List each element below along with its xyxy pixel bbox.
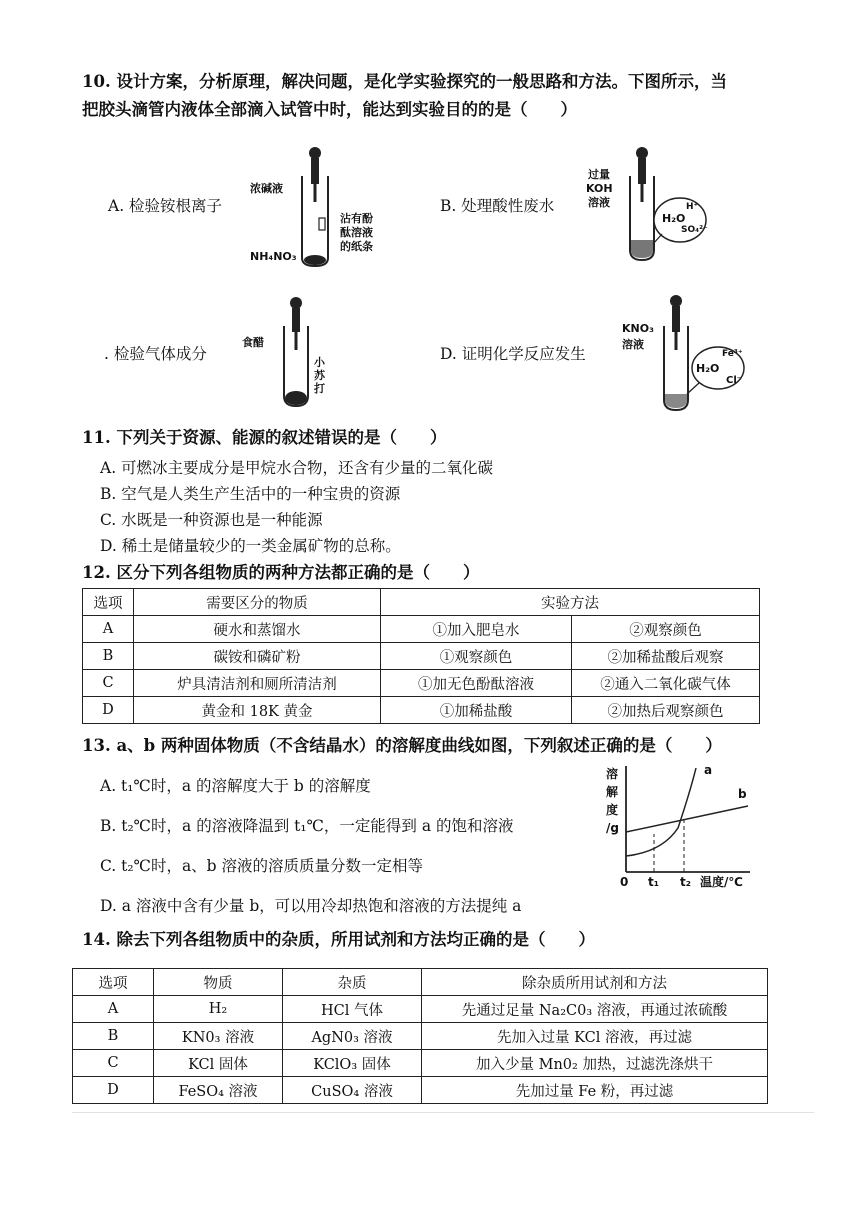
graph-t2: t₂ [680, 875, 691, 889]
label-solution-b: 溶液 [588, 196, 610, 209]
q12-table [82, 588, 760, 724]
q11-option-b: B. 空气是人类生产生活中的一种宝贵的资源 [100, 485, 401, 503]
apparatus-b-test-tube [620, 140, 740, 270]
curve-a [626, 768, 696, 856]
table-header: 物质 [154, 969, 283, 996]
curve-b [626, 806, 748, 832]
table-header-row [83, 589, 760, 616]
table-header: 实验方法 [381, 589, 760, 616]
table-cell: ②加热后观察颜色 [572, 697, 760, 724]
q10-stem-line1: 10. 设计方案，分析原理，解决问题，是化学实验探究的一般思路和方法。下图所示，当 [82, 72, 727, 91]
table-row [73, 1050, 768, 1077]
table-row [83, 643, 760, 670]
bubble-d-h2o: H₂O [696, 362, 720, 375]
q13-stem: 13. a、b 两种固体物质（不含结晶水）的溶解度曲线如图，下列叙述正确的是（ ） [82, 736, 722, 755]
table-row [83, 697, 760, 724]
q10-option-a: A. 检验铵根离子 [108, 197, 223, 215]
apparatus-a-test-tube [290, 140, 340, 270]
table-row [73, 1077, 768, 1104]
q14-table [72, 968, 768, 1104]
table-cell: CuSO₄ 溶液 [283, 1077, 422, 1104]
bubble-d-fe3: Fe³⁺ [722, 349, 743, 359]
graph-label-b: b [738, 787, 747, 801]
table-cell: 硬水和蒸馏水 [134, 616, 381, 643]
table-header: 需要区分的物质 [134, 589, 381, 616]
label-excess: 过量 [588, 168, 610, 181]
table-cell: ①加入肥皂水 [381, 616, 572, 643]
bubble-d-cl: Cl⁻ [726, 375, 743, 386]
graph-ylabel-3: 度 [606, 803, 619, 817]
table-row [83, 616, 760, 643]
table-cell: A [83, 616, 134, 643]
table-cell: 先通过足量 Na₂C0₃ 溶液，再通过浓硫酸 [422, 996, 768, 1023]
table-cell: H₂ [154, 996, 283, 1023]
table-cell: ②观察颜色 [572, 616, 760, 643]
q14-stem: 14. 除去下列各组物质中的杂质，所用试剂和方法均正确的是（ ） [82, 930, 595, 949]
label-kno3: KNO₃ [622, 322, 654, 335]
table-cell: B [83, 643, 134, 670]
q10-option-c: . 检验气体成分 [104, 345, 207, 363]
bubble-b-h2o: H₂O [662, 212, 686, 225]
bubble-b-sulfate: SO₄²⁻ [681, 225, 708, 235]
table-cell: 加入少量 Mn0₂ 加热，过滤洗涤烘干 [422, 1050, 768, 1077]
table-cell: ①加无色酚酞溶液 [381, 670, 572, 697]
table-cell: D [73, 1077, 154, 1104]
apparatus-c-test-tube [276, 292, 316, 412]
table-cell: ①观察颜色 [381, 643, 572, 670]
table-cell: C [73, 1050, 154, 1077]
q11-stem: 11. 下列关于资源、能源的叙述错误的是（ ） [82, 428, 447, 447]
table-cell: ②加稀盐酸后观察 [572, 643, 760, 670]
table-header: 除杂质所用试剂和方法 [422, 969, 768, 996]
label-phenol-2: 酞溶液 [340, 226, 373, 239]
label-conc-alkali: 浓碱液 [250, 182, 283, 195]
table-cell: 先加入过量 KCl 溶液，再过滤 [422, 1023, 768, 1050]
apparatus-d-test-tube [650, 290, 760, 420]
q13-option-c: C. t₂℃时，a、b 溶液的溶质质量分数一定相等 [100, 857, 424, 875]
table-header: 选项 [73, 969, 154, 996]
label-solution-d: 溶液 [622, 338, 644, 351]
table-cell: A [73, 996, 154, 1023]
q12-stem: 12. 区分下列各组物质的两种方法都正确的是（ ） [82, 563, 480, 582]
graph-label-a: a [704, 763, 713, 777]
q13-option-a: A. t₁℃时，a 的溶解度大于 b 的溶解度 [100, 777, 371, 795]
table-cell: D [83, 697, 134, 724]
table-header: 选项 [83, 589, 134, 616]
label-nh4no3: NH₄NO₃ [250, 250, 297, 263]
table-row [73, 1023, 768, 1050]
q11-option-a: A. 可燃冰主要成分是甲烷水合物，还含有少量的二氧化碳 [100, 459, 494, 477]
label-phenol-3: 的纸条 [340, 240, 373, 253]
q10-option-d: D. 证明化学反应发生 [440, 345, 586, 363]
graph-ylabel-4: /g [606, 821, 619, 835]
q11-option-c: C. 水既是一种资源也是一种能源 [100, 511, 323, 529]
label-phenol-1: 沾有酚 [340, 212, 373, 225]
table-cell: B [73, 1023, 154, 1050]
table-cell: 黄金和 18K 黄金 [134, 697, 381, 724]
graph-ylabel-2: 解 [606, 785, 619, 799]
table-cell: AgN0₃ 溶液 [283, 1023, 422, 1050]
table-row [83, 670, 760, 697]
label-vinegar: 食醋 [242, 336, 264, 349]
table-row [73, 996, 768, 1023]
graph-xlabel: 温度/℃ [700, 875, 743, 889]
graph-t1: t₁ [648, 875, 659, 889]
label-koh: KOH [586, 182, 613, 195]
table-header: 杂质 [283, 969, 422, 996]
table-cell: C [83, 670, 134, 697]
table-cell: 炉具清洁剂和厕所清洁剂 [134, 670, 381, 697]
table-cell: FeSO₄ 溶液 [154, 1077, 283, 1104]
table-cell: KN0₃ 溶液 [154, 1023, 283, 1050]
graph-origin: 0 [620, 875, 629, 889]
q11-option-d: D. 稀土是储量较少的一类金属矿物的总称。 [100, 537, 401, 555]
table-cell: 碳铵和磷矿粉 [134, 643, 381, 670]
q10-option-b: B. 处理酸性废水 [440, 197, 555, 215]
q10-stem-line2: 把胶头滴管内液体全部滴入试管中时，能达到实验目的的是（ ） [82, 100, 577, 119]
table-cell: HCl 气体 [283, 996, 422, 1023]
table-cell: 先加过量 Fe 粉，再过滤 [422, 1077, 768, 1104]
table-cell: KCl 固体 [154, 1050, 283, 1077]
table-cell: KClO₃ 固体 [283, 1050, 422, 1077]
table-cell: ①加稀盐酸 [381, 697, 572, 724]
q13-option-b: B. t₂℃时，a 的溶液降温到 t₁℃，一定能得到 a 的饱和溶液 [100, 817, 514, 835]
graph-ylabel-1: 溶 [606, 767, 619, 781]
bubble-b-h-plus: H⁺ [686, 202, 699, 212]
table-header-row [73, 969, 768, 996]
table-cell: ②通入二氧化碳气体 [572, 670, 760, 697]
page-divider [72, 1112, 814, 1113]
q13-option-d: D. a 溶液中含有少量 b，可以用冷却热饱和溶液的方法提纯 a [100, 897, 522, 915]
label-baking-soda: 小苏打 [314, 356, 325, 395]
